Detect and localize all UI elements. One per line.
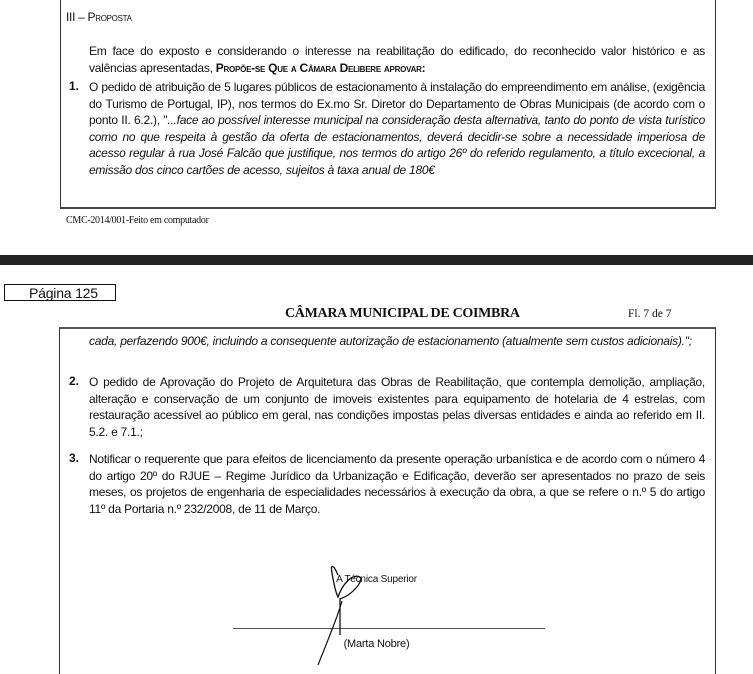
list-item-2: [69, 374, 705, 440]
section-title: [66, 10, 132, 24]
item1-quote: ...face ao possível interesse municipal na consideração desta alternativa, tanto do ponto de vista turístico como no que respeita à gestão da oferta de estacionamentos, deverá decidir-se sobre a necessidade imperiosa de acesso regular à rua José Falcão que justifique, nos termos do artigo 26º do referido regulamento, a título excecional, a emissão dos cinco cartões de acesso, sujeitos à taxa anual de 180€: [89, 113, 705, 177]
intro-emphasis: Propõe-se Que a Câmara Delibere aprovar:: [215, 60, 426, 75]
page-folio: Fl. 7 de 7: [628, 308, 672, 320]
item1-text: O pedido de atribuição de 5 lugares públicos de estacionamento à instalação do empreendimento em análise, (exigência do Turismo de Portugal, IP), nos termos do Ex.mo Sr. Diretor do Departamento de Obras Municipais (de acordo com o ponto II. 6.2.), ": [89, 80, 705, 127]
page-header-title: CÂMARA MUNICIPAL DE COIMBRA: [285, 306, 520, 321]
intro-text: Em face do exposto e considerando o interesse na reabilitação do edificado, do reconhecido valor histórico e as valências apresentadas,: [89, 44, 705, 75]
item1-quote-continued: cada, perfazendo 900€, incluindo a consequente autorização de estacionamento (atualmente sem custos adicionais).";: [89, 334, 692, 348]
page-separator: [0, 255, 753, 265]
page-number-label: Página 125: [4, 284, 116, 301]
list-item-1-continued: [89, 333, 705, 350]
list-item-number: 1.: [69, 79, 80, 93]
list-item-text: Notificar o requerente que para efeitos de licenciamento da presente operação urbanística e de acordo com o número 4 do artigo 20º do RJUE – Regime Jurídico da Urbanização e Edificação, deverão ser apresentados no prazo de seis meses, os projetos de engenharia de especialidades necessários à execução da obra, a que se refere o n.º 5 do artigo 11º da Portaria n.º 232/2008, de 11 de Março.: [89, 452, 705, 516]
signature-role: A Técnica Superior: [336, 574, 417, 585]
list-item-number: 3.: [69, 451, 80, 465]
list-item-text: O pedido de Aprovação do Projeto de Arquitetura das Obras de Reabilitação, que contempla demolição, ampliação, alteração e conservação de um conjunto de imoveis existentes para equipamento de hotelaria de 4 estrelas, com restauração acessível ao público em geral, nas condições impostas pelas diversas entidades e ainda ao referido em II. 5.2. e 7.1.;: [89, 375, 705, 439]
list-item-text: [89, 79, 705, 178]
list-item-number: 2.: [69, 374, 80, 388]
list-item-3: [69, 451, 705, 517]
section-number: III –: [66, 10, 88, 24]
section-title-text: Proposta: [87, 10, 132, 24]
intro-paragraph: [89, 43, 705, 76]
list-item-1: [69, 79, 705, 178]
signature-name: (Marta Nobre): [343, 638, 410, 650]
handwritten-signature-icon: [260, 555, 380, 665]
document-footer-note: CMC-2014/001-Feito em computador: [66, 215, 209, 226]
